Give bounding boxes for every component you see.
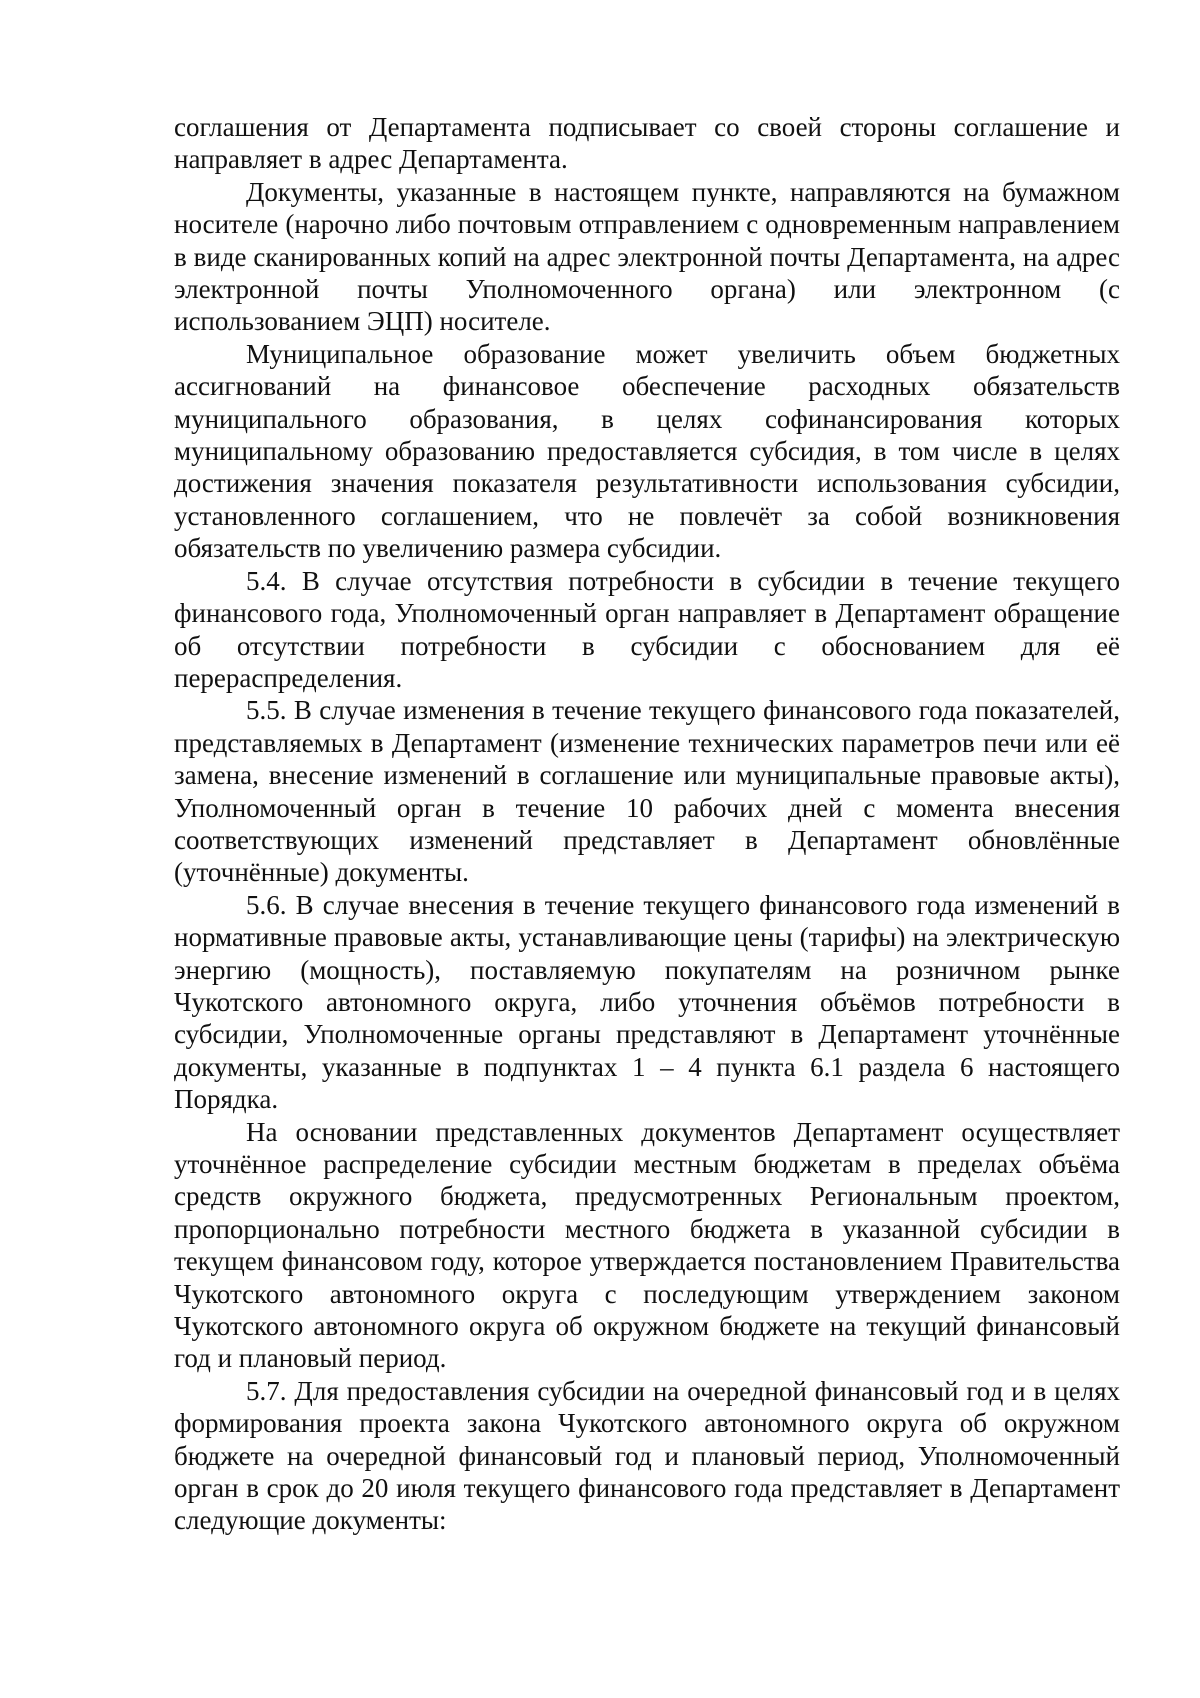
paragraph-5-4: 5.4. В случае отсутствия потребности в субсидии в течение текущего финансового года, Уполномоченный орган направляет в Департамент обращение об отсутствии потребности в субсидии с обоснованием для её перераспределения. xyxy=(174,565,1120,693)
paragraph-documents-delivery: Документы, указанные в настоящем пункте, направляются на бумажном носителе (нарочно либо почтовым отправлением с одновременным направлением в виде сканированных копий на адрес электронной почты Департамента, на адрес электронной почты Уполномоченного органа) или электронном (с использованием ЭЦП) носителе. xyxy=(174,176,1120,337)
paragraph-5-7: 5.7. Для предоставления субсидии на очередной финансовый год и в целях формирования проекта закона Чукотского автономного округа об окружном бюджете на очередной финансовый год и плановый период, Уполномоченный орган в срок до 20 июля текущего финансового года представляет в Департамент следующие документы: xyxy=(174,1375,1120,1536)
paragraph-5-6: 5.6. В случае внесения в течение текущего финансового года изменений в нормативные правовые акты, устанавливающие цены (тарифы) на электрическую энергию (мощность), поставляемую покупателям на розничном рынке Чукотского автономного округа, либо уточнения объёмов потребности в субсидии, Уполномоченные органы представляют в Департамент уточнённые документы, указанные в подпунктах 1 – 4 пункта 6.1 раздела 6 настоящего Порядка. xyxy=(174,889,1120,1115)
paragraph-continuation: соглашения от Департамента подписывает со своей стороны соглашение и направляет в адрес Департамента. xyxy=(174,112,1120,175)
document-page xyxy=(174,111,1120,1537)
paragraph-redistribution: На основании представленных документов Департамент осуществляет уточнённое распределение субсидии местным бюджетам в пределах объёма средств окружного бюджета, предусмотренных Региональным проектом, пропорционально потребности местного бюджета в указанной субсидии в текущем финансовом году, которое утверждается постановлением Правительства Чукотского автономного округа с последующим утверждением законом Чукотского автономного округа об окружном бюджете на текущий финансовый год и плановый период. xyxy=(174,1116,1120,1374)
paragraph-municipal-budget: Муниципальное образование может увеличить объем бюджетных ассигнований на финансовое обеспечение расходных обязательств муниципального образования, в целях софинансирования которых муниципальному образованию предоставляется субсидия, в том числе в целях достижения значения показателя результативности использования субсидии, установленного соглашением, что не повлечёт за собой возникновения обязательств по увеличению размера субсидии. xyxy=(174,338,1120,564)
paragraph-5-5: 5.5. В случае изменения в течение текущего финансового года показателей, представляемых в Департамент (изменение технических параметров печи или её замена, внесение изменений в соглашение или муниципальные правовые акты), Уполномоченный орган в течение 10 рабочих дней с момента внесения соответствующих изменений представляет в Департамент обновлённые (уточнённые) документы. xyxy=(174,695,1120,888)
